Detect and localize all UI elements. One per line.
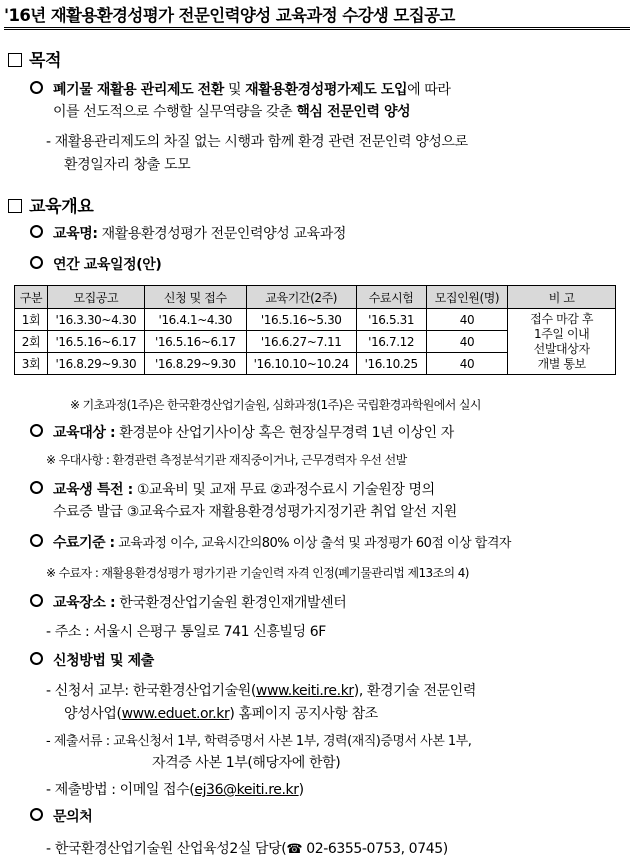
criteria-value: 교육과정 이수, 교육시간의80% 이상 출석 및 과정평가 60점 이상 합격자 [114, 536, 511, 551]
table-cell: 40 [426, 331, 508, 353]
place-value: 한국환경산업기술원 환경인재개발센터 [115, 595, 347, 611]
purpose-emph-1: 폐기물 재활용 관리제도 전환 [53, 82, 224, 98]
table-header-cell: 모집인원(명) [426, 286, 508, 309]
table-header-cell: 수료시험 [356, 286, 426, 309]
table-cell: '16.6.27~7.11 [246, 331, 356, 353]
apply-line-1 [46, 680, 476, 700]
telephone-icon: ☎ [286, 842, 303, 857]
title-divider [4, 27, 630, 30]
criteria-line [30, 532, 511, 552]
table-cell: '16.4.1~4.30 [144, 309, 246, 331]
method-text-2: ) [298, 782, 304, 798]
table-cell: 40 [426, 353, 508, 375]
address-line: - 주소 : 서울시 은평구 통일로 741 신흥빌딩 6F [46, 624, 326, 640]
benefit-text-1: ①교육비 및 교재 무료 ②과정수료시 기술원장 명의 [132, 482, 435, 498]
contact-text: - 한국환경산업기술원 산업육성2실 담당( [46, 841, 287, 857]
contact-heading [30, 806, 92, 826]
method-line [46, 779, 304, 799]
table-note-line: 접수 마감 후 [530, 311, 594, 326]
apply-heading-label: 신청방법 및 제출 [53, 653, 154, 669]
purpose-emph-3: 핵심 전문인력 양성 [296, 104, 411, 120]
table-note-line: 1주일 이내 [533, 326, 590, 341]
schedule-table-header [15, 286, 616, 309]
section-square-icon [8, 199, 22, 213]
apply-line-2 [64, 703, 378, 723]
page-title: '16년 재활용환경성평가 전문인력양성 교육과정 수강생 모집공고 [4, 6, 455, 25]
purpose-text-3: 이를 선도적으로 수행할 실무역량을 갖춘 [53, 104, 297, 120]
table-cell: '16.10.25 [356, 353, 426, 375]
table-header-cell: 구분 [15, 286, 48, 309]
table-cell: 40 [426, 309, 508, 331]
bullet-circle-icon [30, 534, 43, 547]
apply-text-2: ), 환경기술 전문인력 [353, 683, 476, 699]
bullet-circle-icon [30, 256, 43, 269]
bullet-circle-icon [30, 808, 43, 821]
apply-text-4: ) 홈페이지 공지사항 참조 [229, 706, 378, 722]
section-purpose-label: 목적 [29, 51, 62, 71]
target-label: 교육대상 : [53, 425, 116, 441]
criteria-label: 수료기준 : [53, 535, 115, 551]
method-text-1: - 제출방법 : 이메일 접수( [46, 782, 195, 798]
apply-text-1: - 신청서 교부: 한국환경산업기술원( [46, 683, 256, 699]
table-header-cell: 교육기간(2주) [246, 286, 356, 309]
table-cell: '16.5.16~6.17 [47, 331, 144, 353]
place-line [30, 592, 346, 612]
target-line [30, 422, 454, 442]
apply-text-3: 양성사업( [64, 706, 122, 722]
table-cell: '16.3.30~4.30 [47, 309, 144, 331]
contact-phone: 02-6355-0753, 0745) [302, 841, 448, 857]
table-note-line: 선발대상자 [533, 341, 590, 356]
schedule-label: 연간 교육일정(안) [53, 257, 162, 273]
table-header-cell: 모집공고 [47, 286, 144, 309]
target-value: 환경분야 산업기사이상 혹은 현장실무경력 1년 이상인 자 [115, 425, 454, 441]
bullet-circle-icon [30, 481, 43, 494]
purpose-text-2: 에 따라 [407, 82, 451, 98]
table-header-cell: 비 고 [508, 286, 616, 309]
section-overview-label: 교육개요 [29, 197, 94, 217]
contact-line [46, 838, 448, 858]
email-link[interactable]: ej36@keiti.re.kr [194, 782, 299, 798]
table-cell: '16.8.29~9.30 [47, 353, 144, 375]
table-cell: '16.10.10~10.24 [246, 353, 356, 375]
place-label: 교육장소 : [53, 595, 116, 611]
target-note: ※ 우대사항 : 환경관련 측정분석기관 재직중이거나, 근무경력자 우선 선발 [46, 453, 407, 467]
table-cell: '16.7.12 [356, 331, 426, 353]
criteria-note: ※ 수료자 : 재활용환경성평가 평가기관 기술인력 자격 인정(폐기물관리법 제13조의 4) [46, 566, 469, 580]
table-cell: '16.8.29~9.30 [144, 353, 246, 375]
purpose-text-1: 및 [223, 82, 246, 98]
section-square-icon [8, 53, 22, 67]
benefit-line-2: 수료증 발급 ③교육수료자 재활용환경성평가지정기관 취업 알선 지원 [53, 504, 457, 520]
table-note-cell [508, 309, 616, 375]
table-cell: 1회 [15, 309, 48, 331]
docs-line-2: 자격증 사본 1부(해당자에 한함) [152, 755, 341, 771]
bullet-circle-icon [30, 652, 43, 665]
bullet-circle-icon [30, 225, 43, 238]
purpose-line-2 [53, 101, 410, 121]
apply-heading [30, 650, 154, 670]
purpose-line-1 [30, 79, 451, 99]
table-note-line: 개별 통보 [537, 356, 586, 371]
table-cell: 2회 [15, 331, 48, 353]
table-cell: '16.5.16~5.30 [246, 309, 356, 331]
keiti-link[interactable]: www.keiti.re.kr [255, 683, 354, 699]
benefit-line-1 [30, 479, 435, 499]
schedule-table [14, 285, 616, 375]
benefit-label: 교육생 특전 : [53, 482, 133, 498]
purpose-sub-2: 환경일자리 창출 도모 [64, 157, 191, 173]
bullet-circle-icon [30, 81, 43, 94]
bullet-circle-icon [30, 594, 43, 607]
docs-line-1: - 제출서류 : 교육신청서 1부, 학력증명서 사본 1부, 경력(재직)증명서 사본 1부, [46, 734, 472, 749]
table-cell: '16.5.16~6.17 [144, 331, 246, 353]
schedule-heading [30, 254, 161, 274]
course-name-label: 교육명: [53, 226, 98, 242]
table-footnote: ※ 기초과정(1주)은 한국환경산업기술원, 심화과정(1주)은 국립환경과학원에서 실시 [70, 398, 481, 412]
table-row [15, 309, 616, 331]
table-header-cell: 신청 및 접수 [144, 286, 246, 309]
bullet-circle-icon [30, 424, 43, 437]
section-overview-heading [8, 192, 94, 217]
purpose-emph-2: 재활용환경성평가제도 도입 [245, 82, 408, 98]
course-name-line [30, 223, 346, 243]
eduet-link[interactable]: www.eduet.or.kr [121, 706, 230, 722]
purpose-sub-1: - 재활용관리제도의 차질 없는 시행과 함께 환경 관련 전문인력 양성으로 [46, 134, 468, 150]
section-purpose-heading [8, 46, 61, 71]
course-name-value: 재활용환경성평가 전문인력양성 교육과정 [97, 226, 346, 242]
table-cell: '16.5.31 [356, 309, 426, 331]
contact-heading-label: 문의처 [53, 809, 93, 825]
table-cell: 3회 [15, 353, 48, 375]
